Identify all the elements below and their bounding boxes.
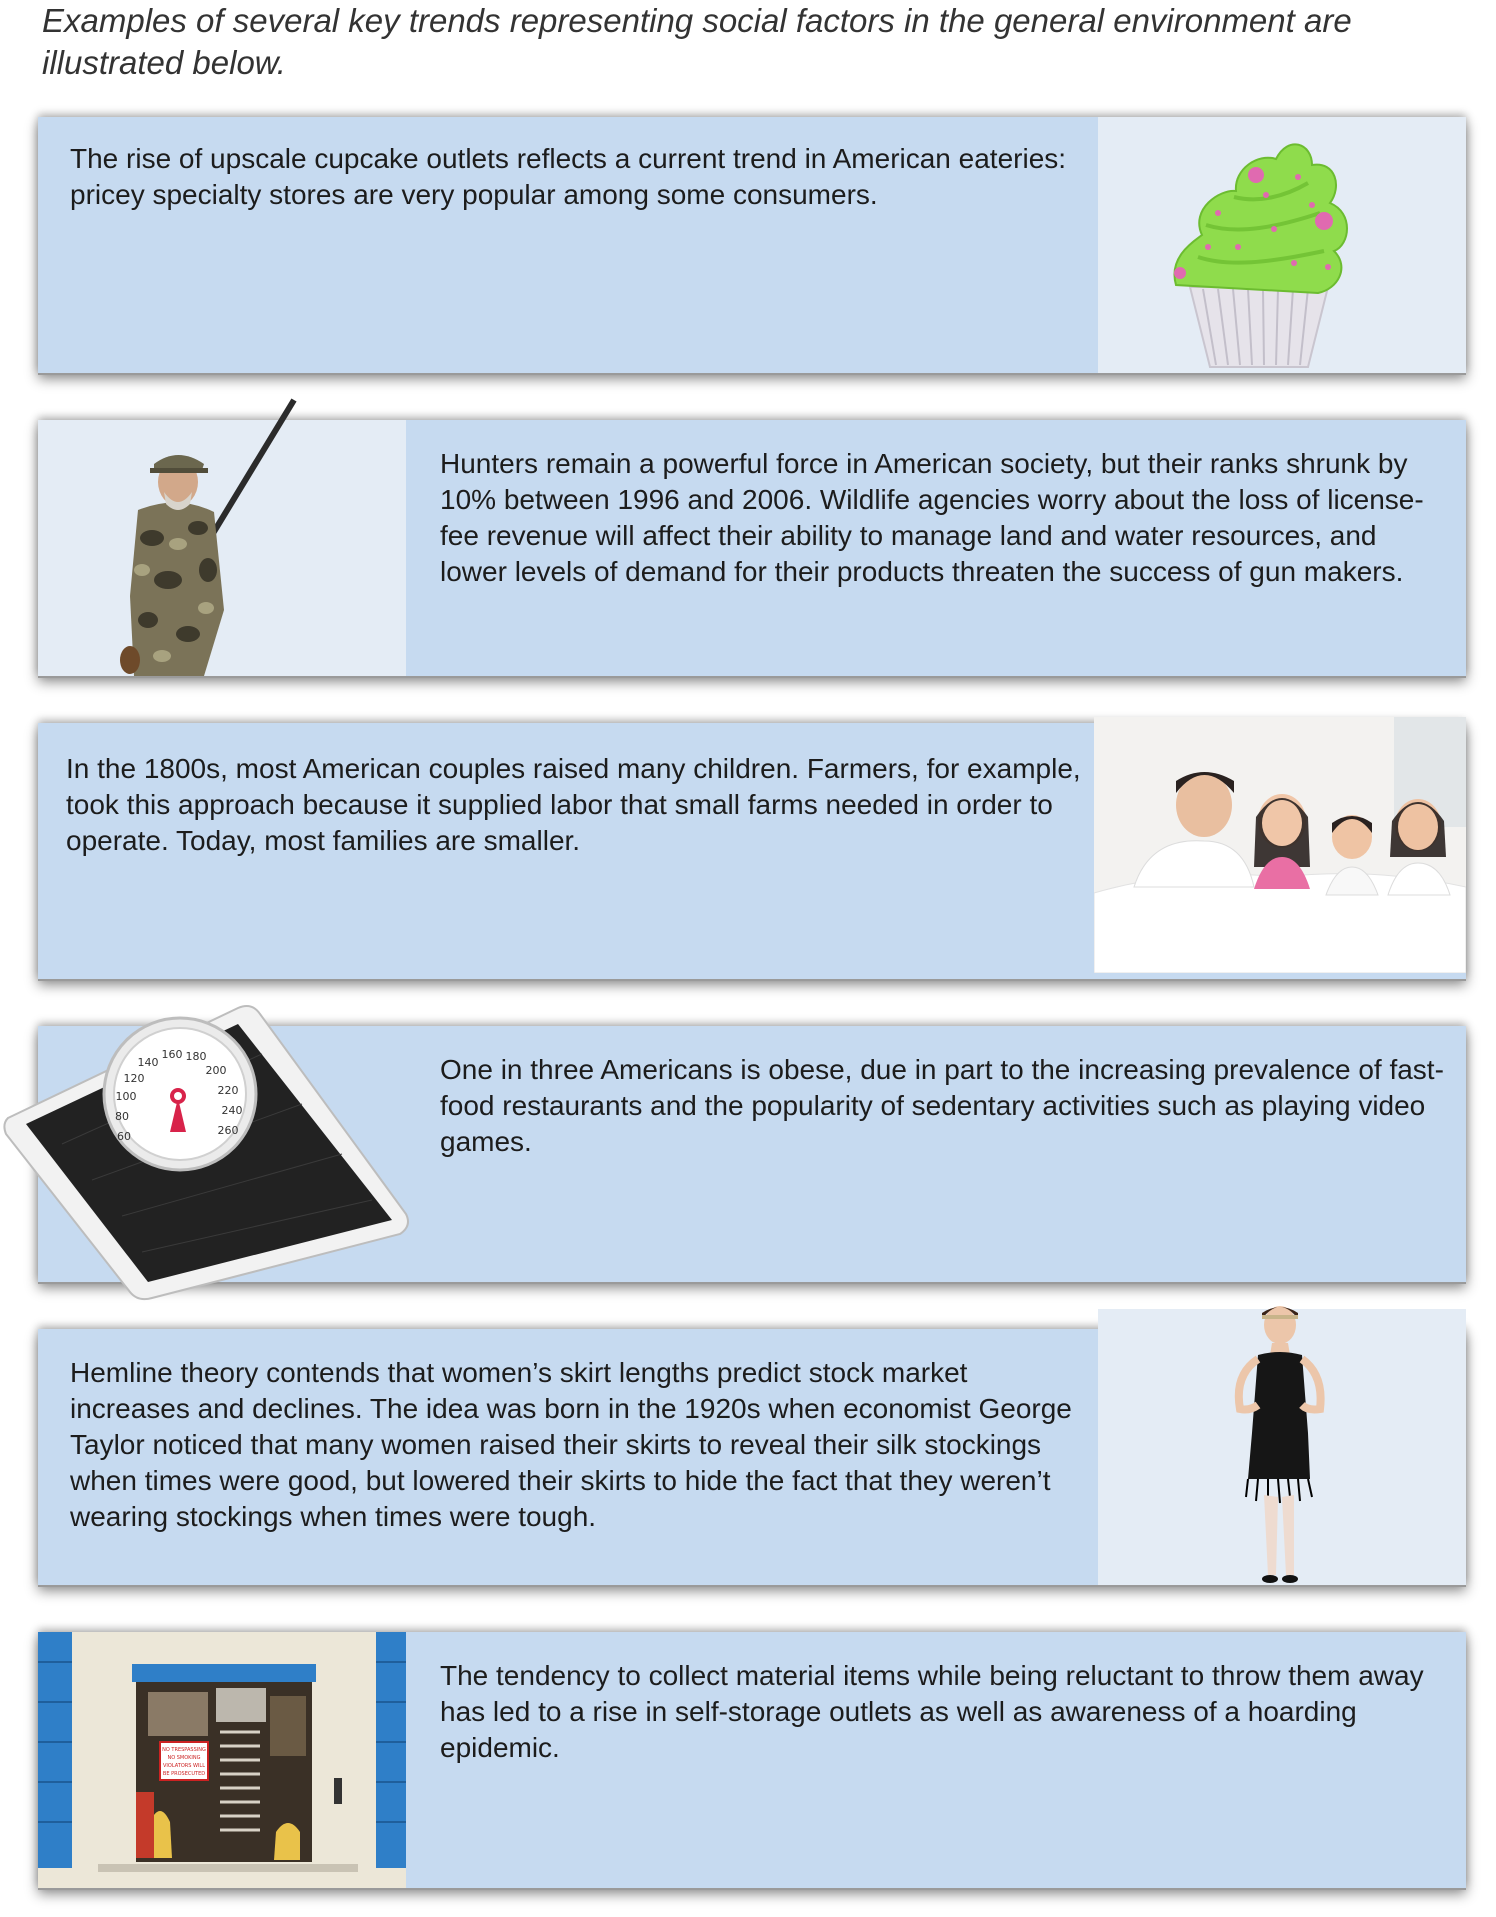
panel-text: In the 1800s, most American couples raised many children. Farmers, for example, took this approach because it supplied labor that small farms needed in order to operate. Today, most families are smaller. <box>66 753 1081 856</box>
trend-panel-obesity <box>38 1026 1466 1282</box>
scale-label: 120 <box>123 1072 145 1085</box>
scale-label: 60 <box>117 1130 131 1143</box>
intro-text: Examples of several key trends representing social factors in the general environment are illustrated below. <box>42 2 1352 81</box>
storage-unit-photo <box>38 1632 406 1888</box>
scale-label: 140 <box>137 1056 159 1069</box>
scale-photo <box>2 994 412 1302</box>
sign-text: VIOLATORS WILL <box>163 1763 205 1769</box>
panel-text: Hunters remain a powerful force in American society, but their ranks shrunk by 10% between 1996 and 2006. Wildlife agencies worry about the loss of license-fee revenue will affect their ability to manage land and water resources, and lower levels of demand for their products threaten the success of gun makers. <box>440 448 1424 587</box>
trend-panel-hunters <box>38 420 1466 676</box>
trend-panel-hemline <box>38 1329 1466 1585</box>
sign-text: NO TRESPASSING <box>162 1747 206 1753</box>
scale-label: 260 <box>217 1124 239 1137</box>
scale-label: 200 <box>205 1064 227 1077</box>
hunter-photo <box>38 420 406 676</box>
sign-text: BE PROSECUTED <box>162 1771 206 1777</box>
trend-panel-cupcakes <box>38 117 1466 373</box>
panel-text: One in three Americans is obese, due in part to the increasing prevalence of fast-food restaurants and the popularity of sedentary activities such as playing video games. <box>440 1054 1444 1157</box>
scale-label: 180 <box>185 1050 207 1063</box>
cupcake-photo <box>1098 117 1466 373</box>
panel-text: The rise of upscale cupcake outlets reflects a current trend in American eateries: pricey specialty stores are very popular among some consumers. <box>70 143 1067 210</box>
flapper-photo <box>1098 1309 1466 1585</box>
scale-label: 160 <box>161 1048 183 1061</box>
scale-label: 240 <box>221 1104 243 1117</box>
sign-text: NO SMOKING <box>167 1755 201 1761</box>
scale-label: 220 <box>217 1084 239 1097</box>
family-photo <box>1094 717 1466 973</box>
panel-text: Hemline theory contends that women’s skirt lengths predict stock market increases and declines. The idea was born in the 1920s when economist George Taylor noticed that many women raised their skirts to reveal their silk stockings when times were good, but lowered their skirts to hide the fact that they weren’t wearing stockings when times were tough. <box>70 1357 1072 1532</box>
scale-label: 80 <box>115 1110 129 1123</box>
trend-panel-hoarding <box>38 1632 1466 1888</box>
scale-label: 100 <box>115 1090 137 1103</box>
trend-panel-families <box>38 723 1466 979</box>
panel-text: The tendency to collect material items while being reluctant to throw them away has led to a rise in self-storage outlets as well as awareness of a hoarding epidemic. <box>440 1660 1424 1763</box>
